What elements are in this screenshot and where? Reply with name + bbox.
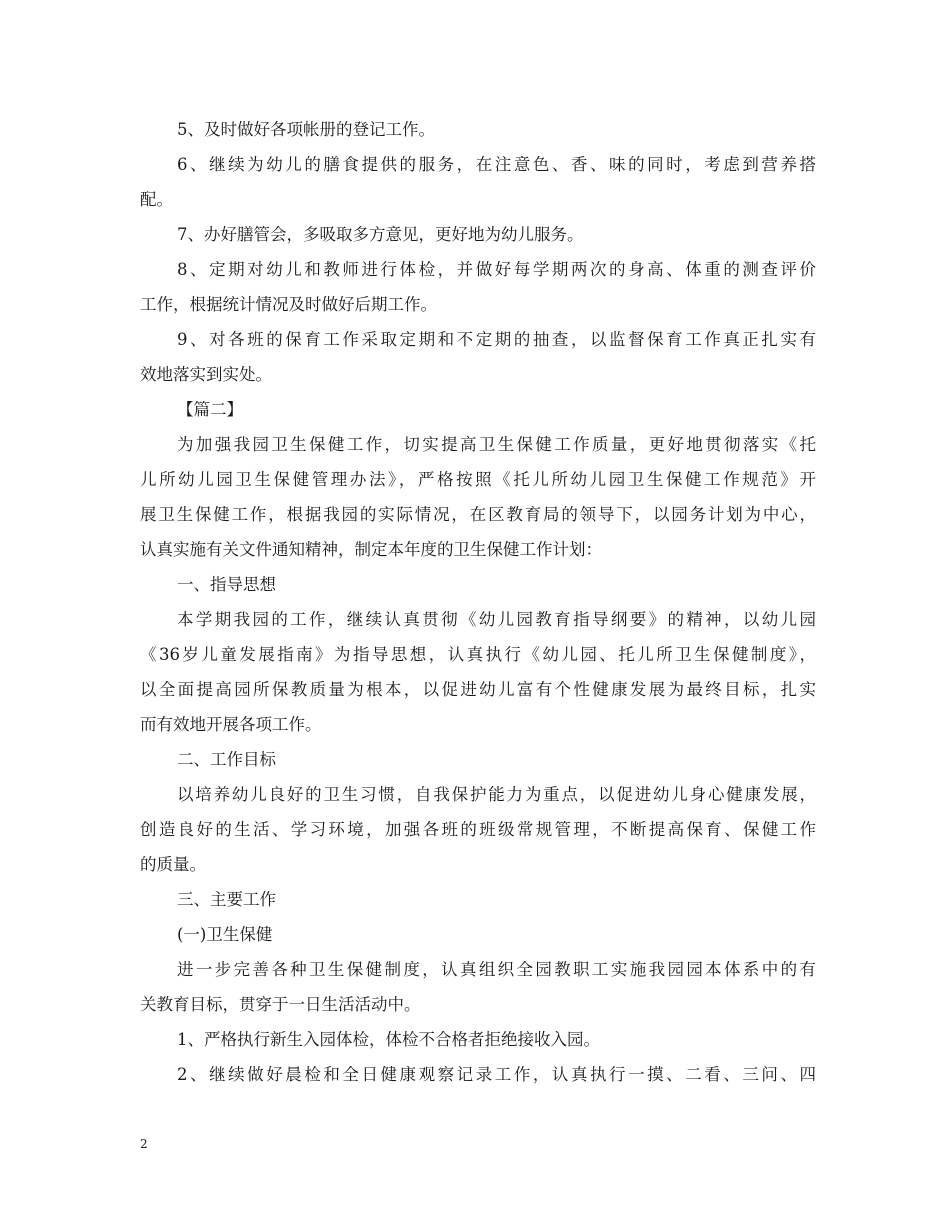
text-line-20: 以培养幼儿良好的卫生习惯，自我保护能力为重点，以促进幼儿身心健康发展， (177, 785, 816, 804)
text-line-10: 为加强我园卫生保健工作，切实提高卫生保健工作质量，更好地贯彻落实《托 (177, 435, 816, 454)
text-line-7: 9、对各班的保育工作采取定期和不定期的抽查，以监督保育工作真正扎实有 (177, 330, 816, 349)
text-line-18: 而有效地开展各项工作。 (140, 715, 322, 734)
text-line-5: 8、定期对幼儿和教师进行体检，并做好每学期两次的身高、体重的测查评价 (177, 260, 816, 279)
subheading-hygiene-care: (一)卫生保健 (177, 925, 273, 944)
text-line-25: 进一步完善各种卫生保健制度，认真组织全园教职工实施我园园本体系中的有 (177, 960, 816, 979)
text-line-15: 本学期我园的工作，继续认真贯彻《幼儿园教育指导纲要》的精神，以幼儿园 (177, 610, 816, 629)
text-line-2: 6、继续为幼儿的膳食提供的服务，在注意色、香、味的同时，考虑到营养搭 (177, 155, 816, 174)
text-line-1: 5、及时做好各项帐册的登记工作。 (177, 120, 435, 139)
text-line-11: 儿所幼儿园卫生保健管理办法》，严格按照《托儿所幼儿园卫生保健工作规范》开 (140, 470, 816, 489)
text-line-12: 展卫生保健工作，根据我园的实际情况，在区教育局的领导下，以园务计划为中心， (140, 505, 816, 524)
text-line-6: 工作，根据统计情况及时做好后期工作。 (140, 295, 437, 314)
text-line-17: 以全面提高园所保教质量为根本，以促进幼儿富有个性健康发展为最终目标，扎实 (140, 680, 816, 699)
text-line-22: 的质量。 (140, 855, 206, 874)
heading-guiding-ideology: 一、指导思想 (177, 575, 276, 594)
page-number: 2 (140, 1137, 148, 1151)
text-line-26: 关教育目标，贯穿于一日生活活动中。 (140, 995, 421, 1014)
text-line-13: 认真实施有关文件通知精神，制定本年度的卫生保健工作计划： (140, 540, 602, 559)
text-line-28: 2、继续做好晨检和全日健康观察记录工作，认真执行一摸、二看、三问、四 (177, 1065, 816, 1084)
text-line-3: 配。 (140, 190, 173, 209)
text-line-16: 《36岁儿童发展指南》为指导思想，认真执行《幼儿园、托儿所卫生保健制度》， (140, 645, 816, 664)
text-line-8: 效地落实到实处。 (140, 365, 272, 384)
heading-work-goals: 二、工作目标 (177, 750, 276, 769)
heading-main-work: 三、主要工作 (177, 890, 276, 909)
text-line-27: 1、严格执行新生入园体检，体检不合格者拒绝接收入园。 (177, 1030, 600, 1049)
section-heading-part-two: 【篇二】 (177, 400, 243, 419)
text-line-21: 创造良好的生活、学习环境，加强各班的班级常规管理，不断提高保育、保健工作 (140, 820, 816, 839)
text-line-4: 7、办好膳管会，多吸取多方意见，更好地为幼儿服务。 (177, 225, 584, 244)
